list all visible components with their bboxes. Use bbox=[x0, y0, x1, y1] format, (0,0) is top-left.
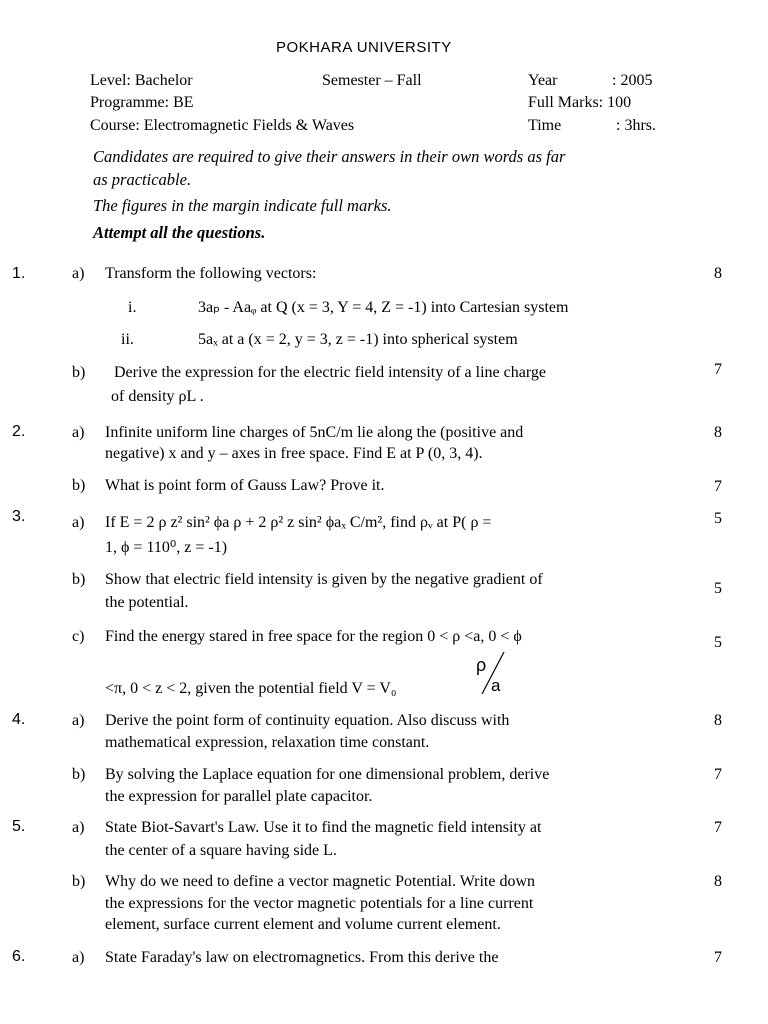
q2-b-marks: 7 bbox=[714, 478, 722, 495]
full-marks-label: Full Marks: 100 bbox=[528, 94, 632, 111]
time-label: Time bbox=[528, 117, 562, 134]
q3-b-line-2: the potential. bbox=[105, 594, 189, 611]
q5-a-label: a) bbox=[72, 819, 85, 836]
q4-a-marks: 8 bbox=[714, 712, 722, 729]
instruction-line-2: as practicable. bbox=[93, 170, 192, 189]
question-number-5: 5. bbox=[12, 818, 26, 835]
year-label: Year bbox=[528, 72, 558, 89]
course-label: Course: Electromagnetic Fields & Waves bbox=[90, 117, 355, 134]
q3-b-marks: 5 bbox=[714, 580, 722, 597]
q5-a-marks: 7 bbox=[714, 819, 722, 836]
q6-a-text: State Faraday's law on electromagnetics. From this derive the bbox=[105, 949, 499, 966]
q3-c-line-2: <π, 0 < z < 2, given the potential field V = V₀ bbox=[105, 680, 397, 697]
q4-b-line-1: By solving the Laplace equation for one dimensional problem, derive bbox=[105, 766, 550, 783]
q4-a-line-2: mathematical expression, relaxation time constant. bbox=[105, 734, 430, 751]
q4-a-label: a) bbox=[72, 712, 85, 729]
q2-a-marks: 8 bbox=[714, 424, 722, 441]
q1-b-marks: 7 bbox=[714, 361, 722, 378]
q3-a-line-1: If E = 2 ρ z² sin² ϕa ρ + 2 ρ² z sin² ϕaₓ C/m², find ρᵥ at P( ρ = bbox=[105, 514, 492, 531]
programme-label: Programme: BE bbox=[90, 94, 194, 111]
q5-b-marks: 8 bbox=[714, 873, 722, 890]
instruction-line-3: The figures in the margin indicate full marks. bbox=[93, 196, 392, 215]
question-number-1: 1. bbox=[12, 265, 26, 282]
q1-b-label: b) bbox=[72, 364, 86, 381]
q1-i-text: 3aₚ - Aaᵩ at Q (x = 3, Y = 4, Z = -1) into Cartesian system bbox=[198, 299, 569, 316]
question-number-3: 3. bbox=[12, 508, 26, 525]
year-value: : 2005 bbox=[612, 72, 653, 89]
level-label: Level: Bachelor bbox=[90, 72, 193, 89]
question-number-4: 4. bbox=[12, 711, 26, 728]
q1-ii-label: ii. bbox=[121, 331, 134, 348]
q2-a-line-2: negative) x and y – axes in free space. Find E at P (0, 3, 4). bbox=[105, 445, 483, 462]
q5-b-line-3: element, surface current element and volume current element. bbox=[105, 916, 501, 933]
q4-a-line-1: Derive the point form of continuity equation. Also discuss with bbox=[105, 712, 510, 729]
q4-b-marks: 7 bbox=[714, 766, 722, 783]
instruction-line-4: Attempt all the questions. bbox=[93, 223, 266, 242]
q6-a-marks: 7 bbox=[714, 949, 722, 966]
q5-b-label: b) bbox=[72, 873, 86, 890]
q5-b-line-2: the expressions for the vector magnetic potentials for a line current bbox=[105, 895, 534, 912]
q3-c-marks: 5 bbox=[714, 634, 722, 651]
q1-ii-text: 5aₓ at a (x = 2, y = 3, z = -1) into spherical system bbox=[198, 331, 518, 348]
q3-c-fraction-denominator: a bbox=[491, 676, 501, 695]
q1-i-label: i. bbox=[128, 299, 137, 316]
q2-b-text: What is point form of Gauss Law? Prove it. bbox=[105, 477, 385, 494]
q5-b-line-1: Why do we need to define a vector magnetic Potential. Write down bbox=[105, 873, 536, 890]
q3-b-line-1: Show that electric field intensity is given by the negative gradient of bbox=[105, 571, 543, 588]
q1-b-line-1: Derive the expression for the electric field intensity of a line charge bbox=[114, 364, 546, 381]
q2-a-line-1: Infinite uniform line charges of 5nC/m lie along the (positive and bbox=[105, 424, 524, 441]
q3-b-label: b) bbox=[72, 571, 86, 588]
q3-a-label: a) bbox=[72, 514, 85, 531]
semester-label: Semester – Fall bbox=[322, 72, 422, 89]
instruction-line-1: Candidates are required to give their answers in their own words as far bbox=[93, 147, 566, 166]
q3-c-label: c) bbox=[72, 628, 85, 645]
q6-a-label: a) bbox=[72, 949, 85, 966]
q3-a-marks: 5 bbox=[714, 510, 722, 527]
q1-a-text: Transform the following vectors: bbox=[105, 265, 317, 282]
q5-a-line-2: the center of a square having side L. bbox=[105, 842, 337, 859]
q4-b-line-2: the expression for parallel plate capacitor. bbox=[105, 788, 373, 805]
q2-b-label: b) bbox=[72, 477, 86, 494]
q1-a-label: a) bbox=[72, 265, 85, 282]
q3-a-line-2: 1, ϕ = 110⁰, z = -1) bbox=[105, 539, 228, 556]
q1-a-marks: 8 bbox=[714, 265, 722, 282]
q2-a-label: a) bbox=[72, 424, 85, 441]
time-value: : 3hrs. bbox=[616, 117, 656, 134]
q3-c-line-1: Find the energy stared in free space for the region 0 < ρ <a, 0 < ϕ bbox=[105, 628, 522, 645]
university-title: POKHARA UNIVERSITY bbox=[276, 39, 452, 56]
q3-c-fraction-numerator: ρ bbox=[476, 655, 487, 675]
question-number-6: 6. bbox=[12, 948, 26, 965]
q5-a-line-1: State Biot-Savart's Law. Use it to find the magnetic field intensity at bbox=[105, 819, 542, 836]
q4-b-label: b) bbox=[72, 766, 86, 783]
question-number-2: 2. bbox=[12, 423, 26, 440]
q1-b-line-2: of density ρL . bbox=[111, 388, 204, 405]
